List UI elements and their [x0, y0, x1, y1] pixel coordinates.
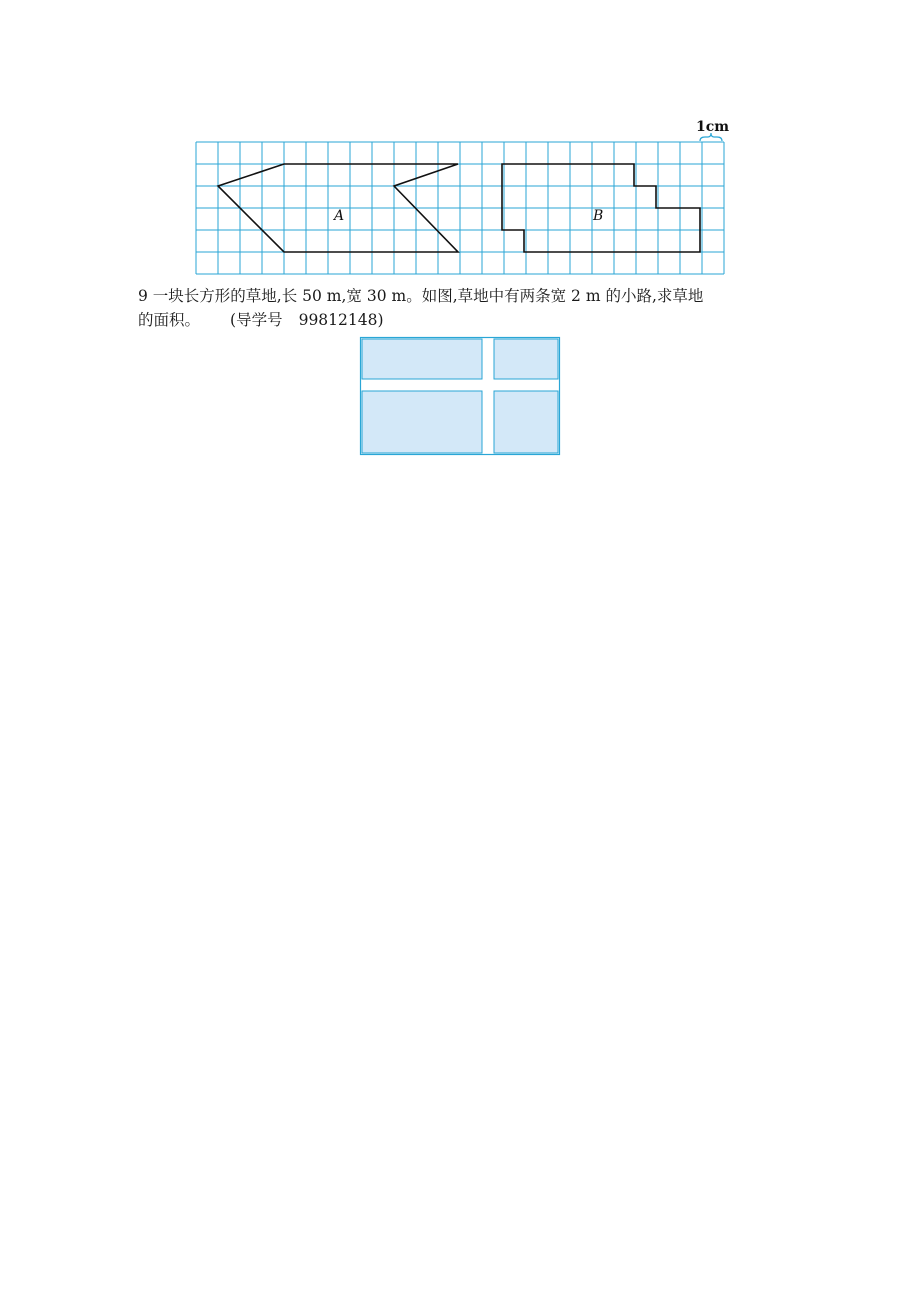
problem-line-2	[138, 308, 798, 332]
shape-a-label: A	[334, 208, 345, 224]
grid-lines	[196, 142, 724, 274]
grid-figure	[190, 112, 730, 278]
reference-number: 99812148)	[298, 311, 384, 329]
shape-b-label: B	[593, 208, 604, 224]
problem-line-1: 9 一块长方形的草地,长 50 m,宽 30 m。如图,草地中有两条宽 2 m 的小路,求草地	[138, 287, 704, 305]
lawn-bottom-right	[494, 391, 558, 453]
scale-label: 1cm	[696, 119, 730, 135]
lawn-top-left	[362, 339, 482, 379]
lawn-top-right	[494, 339, 558, 379]
problem-line-2-text: 的面积。	[138, 311, 201, 329]
problem-statement	[138, 284, 798, 332]
lawn-figure	[358, 335, 562, 457]
reference-prefix: (导学号	[230, 311, 283, 329]
lawn-bottom-left	[362, 391, 482, 453]
